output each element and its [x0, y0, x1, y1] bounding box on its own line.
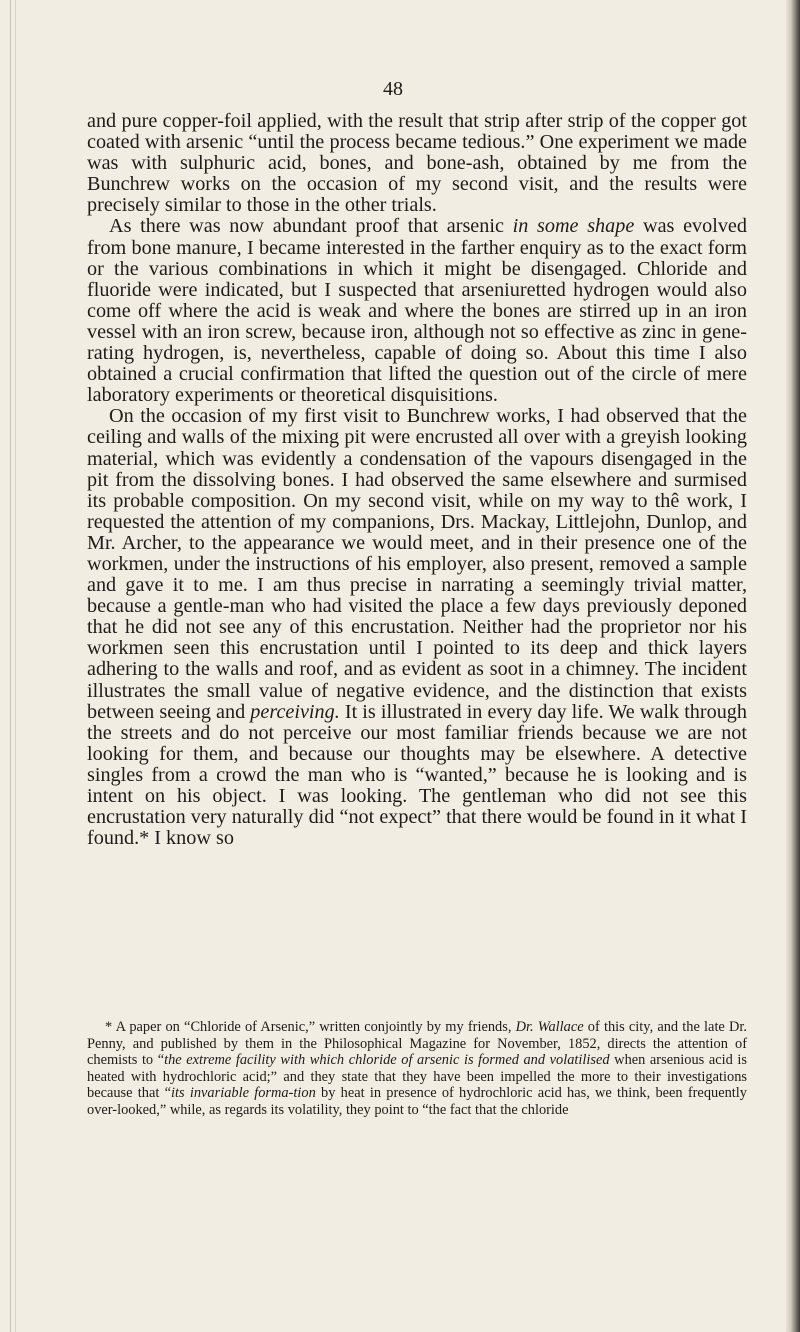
footnote-run: when arsenious acid is heated with hydrochloric acid;” and they state that they have been impelled the more to their investigations because that “	[87, 1052, 747, 1102]
body-text	[87, 111, 747, 849]
emphasis: perceiving.	[250, 700, 340, 723]
text-run: As there was now abundant proof that arsenic	[109, 215, 513, 238]
text-run: It is illustrated in every day life. We walk through the streets and do not perceive our most familiar friends because we are not looking for them, and because our thoughts may be elsewhere. A detective singles from a crowd the man who is “wanted,” because he is looking and is intent on his object. I was looking. The gentleman who did not see this encrustation very naturally did “not expect” that there would be found in it what I found.* I know so	[87, 700, 747, 850]
paragraph-continued	[87, 111, 747, 216]
paragraph-arsenic-evolved	[87, 216, 747, 406]
text-run: was evolved from bone manure, I became interested in the farther enquiry as to the exact form or the various combinations in which it might be disengaged. Chloride and fluoride were indicated, but I suspected that arseniuretted hydrogen would also come off where the acid is weak and where the bones are stirred up in an iron vessel with an iron screw, because iron, although not so effective as zinc in gene-rating hydrogen, is, nevertheless, capable of doing so. About this time I also obtained a crucial confirmation that lifted the question out of the circle of mere laboratory experiments or theoretical disquisitions.	[87, 215, 747, 407]
emphasis: in some shape	[512, 215, 635, 238]
footnote-run: by heat in presence of hydrochloric acid has, we think, been frequently over-looked,” while, as regards its volatility, they point to “the fact that the chloride	[87, 1085, 747, 1118]
footnote-emphasis: Dr. Wallace	[515, 1019, 584, 1035]
page-number: 48	[383, 78, 403, 100]
footnote	[87, 1019, 747, 1119]
footnote-run: * A paper on “Chloride of Arsenic,” written conjointly by my friends,	[105, 1019, 516, 1035]
text-run: On the occasion of my first visit to Bunchrew works, I had observed that the ceiling and walls of the mixing pit were encrusted all over with a greyish looking material, which was evidently a condensation of the vapours disengaged in the pit from the dissolving bones. I had observed the same elsewhere and surmised its probable composition. On my second visit, while on my way to thê work, I requested the attention of my companions, Drs. Mackay, Littlejohn, Dunlop, and Mr. Archer, to the appearance we would meet, and in their presence one of the workmen, under the instructions of his employer, also present, removed a sample and gave it to me. I am thus precise in narrating a seemingly trivial matter, because a gentle-man who had visited the place a few days previously deponed that he did not see any of this encrustation. Neither had the proprietor nor his workmen seen this encrustation until I pointed to its deep and thick layers adhering to the walls and roof, and as evident as soot in a chimney. The incident illustrates the small value of negative evidence, and the distinction that exists between seeing and	[87, 405, 747, 723]
footnote-emphasis: its invariable forma-tion	[170, 1085, 316, 1102]
footnote-emphasis: the extreme facility with which chloride of arsenic is formed and volatilised	[164, 1052, 610, 1069]
text-run: and pure copper-foil applied, with the result that strip after strip of the copper got coated with arsenic “until the process became tedious.” One experiment we made was with sulphuric acid, bones, and bone-ash, obtained by me from the Bunchrew works on the occasion of my second visit, and the results were precisely similar to those in the other trials.	[87, 110, 747, 217]
paragraph-bunchrew-visit	[87, 406, 747, 849]
book-spine-edge	[786, 0, 800, 1332]
footnote-run: of this city, and the late Dr. Penny, and published by them in the Philosophical Magazine for November, 1852, directs the attention of chemists to “	[87, 1019, 747, 1069]
